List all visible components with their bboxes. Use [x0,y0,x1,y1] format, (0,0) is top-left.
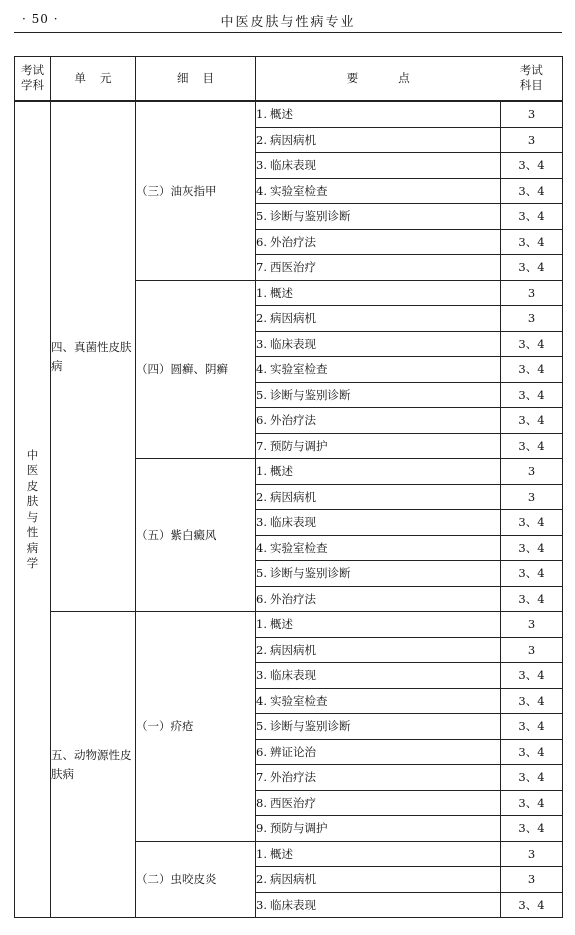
point-index: 2. [256,642,267,657]
column-header-item: 细目 [136,57,256,102]
point-cell [256,153,501,179]
point-index: 1. [256,285,267,300]
point-index: 4. [256,693,267,708]
point-text: 辨证论治 [270,744,316,759]
score-cell: 3、4 [501,408,563,434]
point-cell [256,561,501,587]
score-cell: 3、4 [501,178,563,204]
score-cell: 3、4 [501,204,563,230]
point-index: 4. [256,183,267,198]
score-cell: 3、4 [501,714,563,740]
point-cell [256,765,501,791]
score-cell: 3、4 [501,816,563,842]
point-text: 实验室检查 [270,540,328,555]
point-cell [256,255,501,281]
item-cell: （四）圆癣、阴癣 [136,280,256,459]
point-index: 3. [256,158,267,173]
point-cell [256,229,501,255]
score-cell: 3、4 [501,255,563,281]
point-text: 临床表现 [270,668,316,683]
point-cell [256,127,501,153]
point-cell [256,459,501,485]
point-index: 2. [256,132,267,147]
point-index: 3. [256,336,267,351]
subject-cell: 中医皮肤与性病学 [15,101,51,918]
score-cell: 3 [501,637,563,663]
point-index: 1. [256,846,267,861]
point-text: 病因病机 [270,642,316,657]
score-cell: 3、4 [501,229,563,255]
point-cell [256,510,501,536]
score-cell: 3、4 [501,331,563,357]
point-text: 实验室检查 [270,183,328,198]
score-cell: 3 [501,127,563,153]
point-text: 临床表现 [270,158,316,173]
point-cell [256,306,501,332]
point-text: 概述 [270,617,293,632]
point-cell [256,101,501,127]
point-cell [256,612,501,638]
point-index: 1. [256,464,267,479]
point-cell [256,331,501,357]
table-row [15,612,563,638]
point-cell [256,688,501,714]
table-header-row [15,57,563,102]
point-index: 7. [256,770,267,785]
page-number: · 50 · [22,12,59,26]
point-text: 预防与调护 [270,438,328,453]
point-cell [256,790,501,816]
point-index: 1. [256,107,267,122]
point-cell [256,739,501,765]
point-index: 2. [256,872,267,887]
point-cell [256,535,501,561]
point-text: 病因病机 [270,311,316,326]
point-cell [256,637,501,663]
score-cell: 3 [501,459,563,485]
score-cell: 3 [501,306,563,332]
unit-cell: 四、真菌性皮肤病 [51,101,136,612]
point-index: 5. [256,566,267,581]
point-index: 4. [256,540,267,555]
running-title: 中医皮肤与性病专业 [220,15,356,30]
point-cell [256,382,501,408]
point-cell [256,178,501,204]
item-cell: （三）油灰指甲 [136,101,256,280]
score-cell: 3、4 [501,790,563,816]
point-text: 诊断与鉴别诊断 [270,209,351,224]
point-index: 5. [256,719,267,734]
item-cell: （一）疥疮 [136,612,256,842]
score-cell: 3、4 [501,688,563,714]
column-header-unit: 单元 [51,57,136,102]
point-text: 诊断与鉴别诊断 [270,566,351,581]
score-cell: 3、4 [501,765,563,791]
column-header-subject: 考试学科 [15,57,51,102]
point-text: 外治疗法 [270,234,316,249]
point-cell [256,892,501,918]
point-text: 病因病机 [270,489,316,504]
score-cell: 3 [501,867,563,893]
point-index: 5. [256,209,267,224]
score-cell: 3 [501,612,563,638]
point-index: 9. [256,821,267,836]
score-cell: 3 [501,280,563,306]
point-text: 外治疗法 [270,413,316,428]
point-cell [256,663,501,689]
point-text: 预防与调护 [270,821,328,836]
point-cell [256,433,501,459]
point-text: 外治疗法 [270,770,316,785]
point-text: 诊断与鉴别诊断 [270,387,351,402]
score-cell: 3、4 [501,357,563,383]
unit-cell: 五、动物源性皮肤病 [51,612,136,918]
item-cell: （五）紫白癜风 [136,459,256,612]
point-cell [256,280,501,306]
point-index: 3. [256,897,267,912]
point-index: 6. [256,234,267,249]
point-index: 2. [256,489,267,504]
score-cell: 3、4 [501,586,563,612]
point-index: 5. [256,387,267,402]
score-cell: 3、4 [501,561,563,587]
point-text: 概述 [270,107,293,122]
point-cell [256,357,501,383]
point-cell [256,204,501,230]
score-cell: 3、4 [501,892,563,918]
syllabus-table [14,56,563,918]
point-text: 西医治疗 [270,795,316,810]
score-cell: 3、4 [501,663,563,689]
point-index: 6. [256,413,267,428]
point-index: 3. [256,515,267,530]
point-text: 实验室检查 [270,362,328,377]
column-header-score: 考试科目 [501,57,563,102]
point-cell [256,408,501,434]
point-text: 概述 [270,285,293,300]
score-cell: 3、4 [501,382,563,408]
item-cell: （二）虫咬皮炎 [136,841,256,918]
point-text: 临床表现 [270,897,316,912]
page-header [14,8,562,33]
point-cell [256,816,501,842]
point-text: 临床表现 [270,515,316,530]
column-header-point: 要点 [256,57,501,102]
point-text: 临床表现 [270,336,316,351]
score-cell: 3、4 [501,153,563,179]
point-cell [256,867,501,893]
point-cell [256,586,501,612]
point-text: 病因病机 [270,132,316,147]
point-cell [256,841,501,867]
point-text: 实验室检查 [270,693,328,708]
point-cell [256,714,501,740]
score-cell: 3、4 [501,510,563,536]
point-cell [256,484,501,510]
point-index: 4. [256,362,267,377]
point-index: 7. [256,260,267,275]
score-cell: 3 [501,101,563,127]
table-row [15,101,563,127]
point-text: 概述 [270,846,293,861]
point-index: 8. [256,795,267,810]
point-text: 诊断与鉴别诊断 [270,719,351,734]
score-cell: 3 [501,484,563,510]
point-index: 1. [256,617,267,632]
score-cell: 3、4 [501,739,563,765]
point-index: 3. [256,668,267,683]
point-text: 病因病机 [270,872,316,887]
table-body [15,101,563,918]
point-index: 2. [256,311,267,326]
point-text: 外治疗法 [270,591,316,606]
point-text: 概述 [270,464,293,479]
point-text: 西医治疗 [270,260,316,275]
score-cell: 3、4 [501,535,563,561]
point-index: 6. [256,591,267,606]
score-cell: 3、4 [501,433,563,459]
score-cell: 3 [501,841,563,867]
point-index: 6. [256,744,267,759]
point-index: 7. [256,438,267,453]
